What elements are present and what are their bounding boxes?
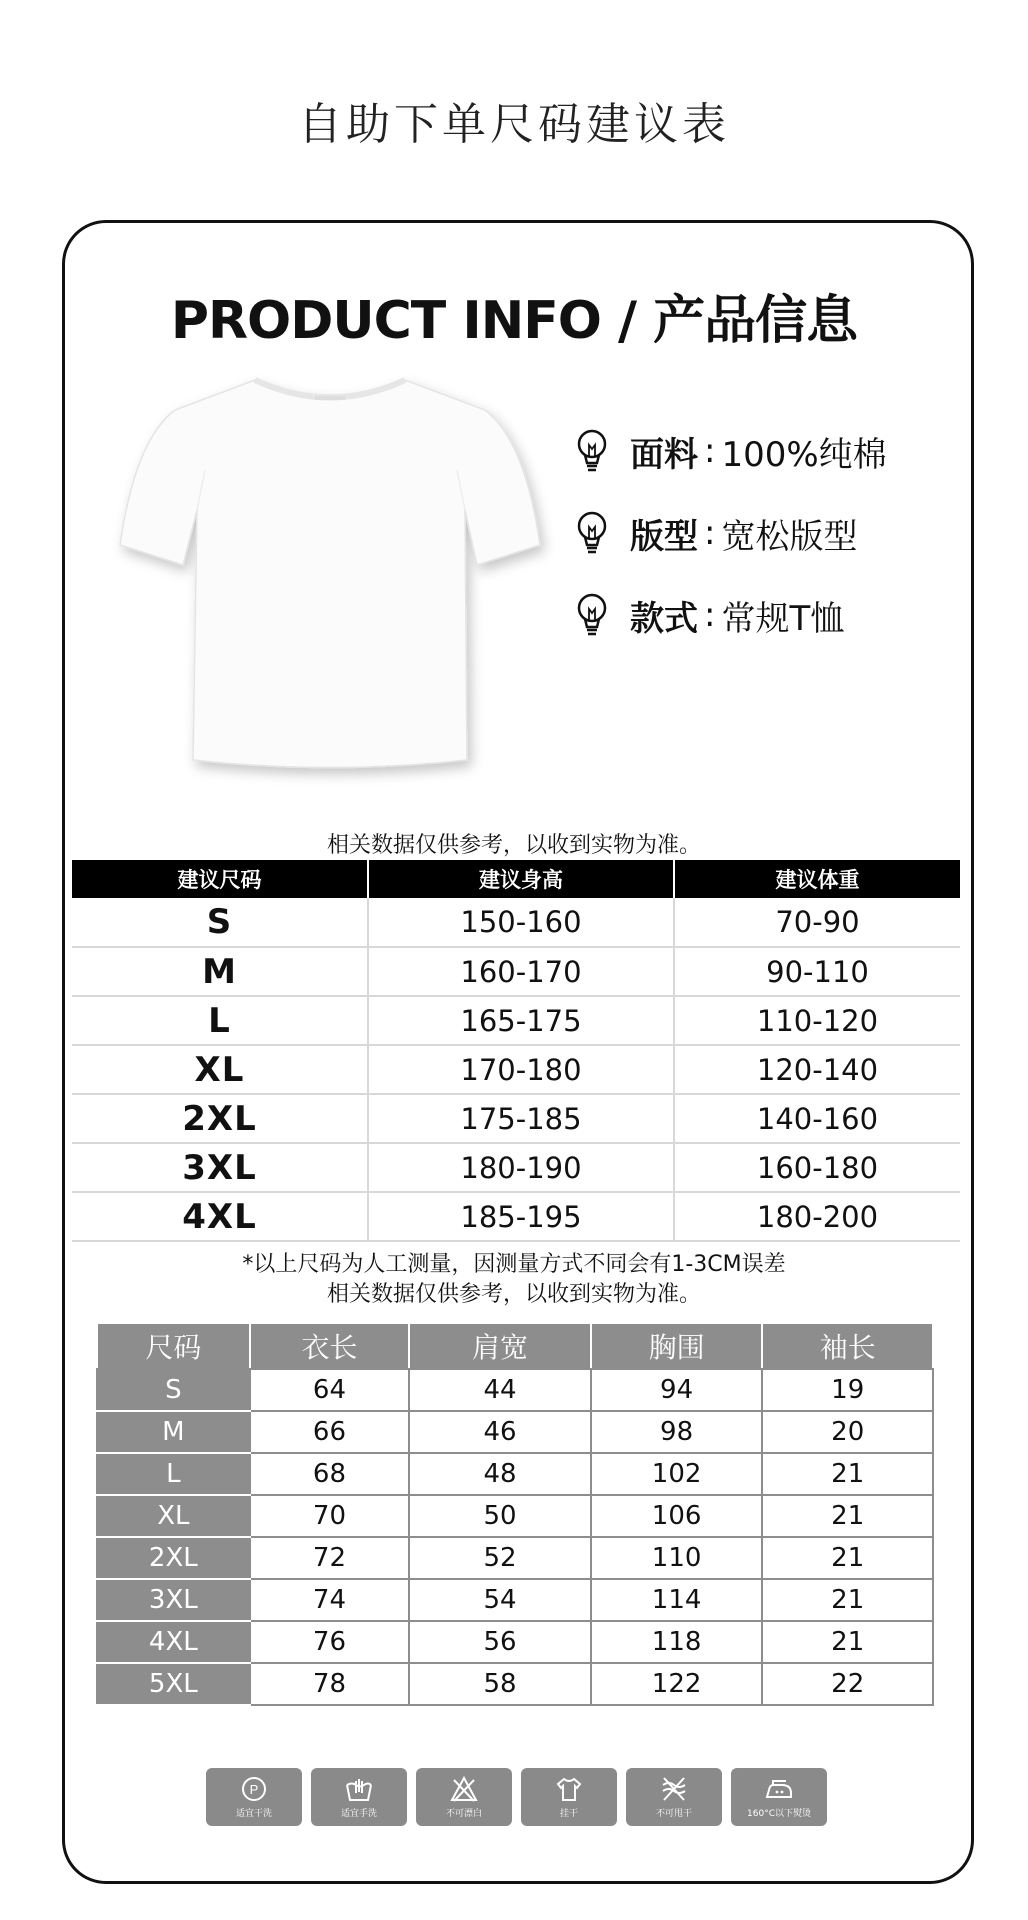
height-cell: 180-190 [368,1143,674,1192]
size-cell: M [72,947,368,996]
shoulder-cell: 48 [409,1453,591,1495]
shoulder-cell: 56 [409,1621,591,1663]
length-cell: 68 [250,1453,410,1495]
header-shoulder: 肩宽 [409,1323,591,1369]
size-cell: 2XL [97,1537,250,1579]
lightbulb-icon [572,509,612,557]
care-label: 适宜干洗 [235,1809,272,1819]
table-row [72,1094,960,1143]
weight-cell: 70-90 [674,898,960,947]
attribute-value: 宽松版型 [721,516,858,557]
size-cell: M [97,1411,250,1453]
measurement-note-line1: *以上尺码为人工测量，因测量方式不同会有1-3CM误差 [242,1252,786,1277]
care-label: 不可漂白 [445,1809,482,1819]
hand-wash-icon [344,1775,374,1803]
sleeve-cell: 22 [762,1663,933,1705]
care-item-iron [731,1768,827,1826]
size-cell: L [97,1453,250,1495]
lightbulb-icon [572,427,612,475]
care-item-dry-clean [206,1768,302,1826]
size-cell: 4XL [72,1192,368,1241]
table-row [72,1045,960,1094]
shoulder-cell: 50 [409,1495,591,1537]
length-cell: 76 [250,1621,410,1663]
attribute-value: 常规T恤 [721,598,845,639]
attribute-row-fit [572,492,887,574]
height-cell: 185-195 [368,1192,674,1241]
size-cell: 5XL [97,1663,250,1705]
reference-note: 相关数据仅供参考，以收到实物为准。 [326,833,701,858]
height-cell: 165-175 [368,996,674,1045]
iron-icon [764,1775,794,1803]
table-row [97,1369,933,1411]
weight-cell: 160-180 [674,1143,960,1192]
care-item-hand-wash [311,1768,407,1826]
care-icons [206,1768,827,1826]
table-row [72,1143,960,1192]
care-label: 适宜手洗 [340,1809,377,1819]
weight-cell: 110-120 [674,996,960,1045]
header-chest: 胸围 [591,1323,763,1369]
chest-cell: 98 [591,1411,763,1453]
tshirt-image [105,360,555,790]
shoulder-cell: 54 [409,1579,591,1621]
shoulder-cell: 52 [409,1537,591,1579]
sleeve-cell: 21 [762,1495,933,1537]
table-row [97,1537,933,1579]
chest-cell: 102 [591,1453,763,1495]
header-sleeve: 袖长 [762,1323,933,1369]
svg-text:P: P [249,1782,259,1797]
length-cell: 66 [250,1411,410,1453]
size-cell: XL [97,1495,250,1537]
dry-clean-icon [239,1775,269,1803]
shoulder-cell: 58 [409,1663,591,1705]
hang-dry-icon [554,1775,584,1803]
attribute-row-style [572,574,887,656]
header-height: 建议身高 [368,860,674,898]
care-item-no-tumble-dry [626,1768,722,1826]
length-cell: 72 [250,1537,410,1579]
attribute-key: 版型 [630,516,698,557]
size-cell: S [72,898,368,947]
no-tumble-dry-icon [659,1775,689,1803]
sleeve-cell: 21 [762,1453,933,1495]
no-bleach-icon [449,1775,479,1803]
table-row [97,1411,933,1453]
size-cell: L [72,996,368,1045]
care-item-no-bleach [416,1768,512,1826]
size-recommendation-table [72,860,960,1242]
height-cell: 170-180 [368,1045,674,1094]
sleeve-cell: 20 [762,1411,933,1453]
weight-cell: 140-160 [674,1094,960,1143]
care-label: 挂干 [559,1809,578,1819]
table-header-row [72,860,960,898]
height-cell: 160-170 [368,947,674,996]
length-cell: 70 [250,1495,410,1537]
header-size: 尺码 [97,1323,250,1369]
care-item-hang-dry [521,1768,617,1826]
size-cell: 2XL [72,1094,368,1143]
attribute-separator: : [704,513,716,553]
attribute-key: 款式 [630,598,698,639]
attribute-key: 面料 [630,434,698,475]
table-header-row [97,1323,933,1369]
shoulder-cell: 46 [409,1411,591,1453]
size-cell: XL [72,1045,368,1094]
measurement-note [0,1250,1028,1310]
header-weight: 建议体重 [674,860,960,898]
table-row [72,1192,960,1241]
attribute-separator: : [704,431,716,471]
chest-cell: 114 [591,1579,763,1621]
chest-cell: 118 [591,1621,763,1663]
length-cell: 78 [250,1663,410,1705]
table-row [97,1663,933,1705]
height-cell: 175-185 [368,1094,674,1143]
sleeve-cell: 21 [762,1537,933,1579]
measurements-table [96,1322,934,1706]
chest-cell: 94 [591,1369,763,1411]
length-cell: 74 [250,1579,410,1621]
table-row [97,1579,933,1621]
attribute-separator: : [704,595,716,635]
table-row [72,996,960,1045]
attribute-row-fabric [572,410,887,492]
chest-cell: 110 [591,1537,763,1579]
sleeve-cell: 19 [762,1369,933,1411]
height-cell: 150-160 [368,898,674,947]
table-row [97,1621,933,1663]
weight-cell: 180-200 [674,1192,960,1241]
weight-cell: 120-140 [674,1045,960,1094]
size-cell: 3XL [97,1579,250,1621]
size-cell: 4XL [97,1621,250,1663]
attribute-list [572,410,887,656]
chest-cell: 122 [591,1663,763,1705]
table-row [72,898,960,947]
sleeve-cell: 21 [762,1579,933,1621]
weight-cell: 90-110 [674,947,960,996]
length-cell: 64 [250,1369,410,1411]
size-cell: S [97,1369,250,1411]
product-info-heading: PRODUCT INFO / 产品信息 [170,291,858,351]
measurement-note-line2: 相关数据仅供参考，以收到实物为准。 [326,1282,701,1307]
sleeve-cell: 21 [762,1621,933,1663]
header-size: 建议尺码 [72,860,368,898]
size-cell: 3XL [72,1143,368,1192]
chest-cell: 106 [591,1495,763,1537]
attribute-value: 100%纯棉 [721,434,887,475]
care-label: 不可甩干 [655,1809,692,1819]
table-row [97,1453,933,1495]
page-title: 自助下单尺码建议表 [298,99,730,150]
header-length: 衣长 [250,1323,410,1369]
table-row [97,1495,933,1537]
lightbulb-icon [572,591,612,639]
care-label: 160°C以下熨烫 [747,1809,811,1819]
shoulder-cell: 44 [409,1369,591,1411]
table-row [72,947,960,996]
